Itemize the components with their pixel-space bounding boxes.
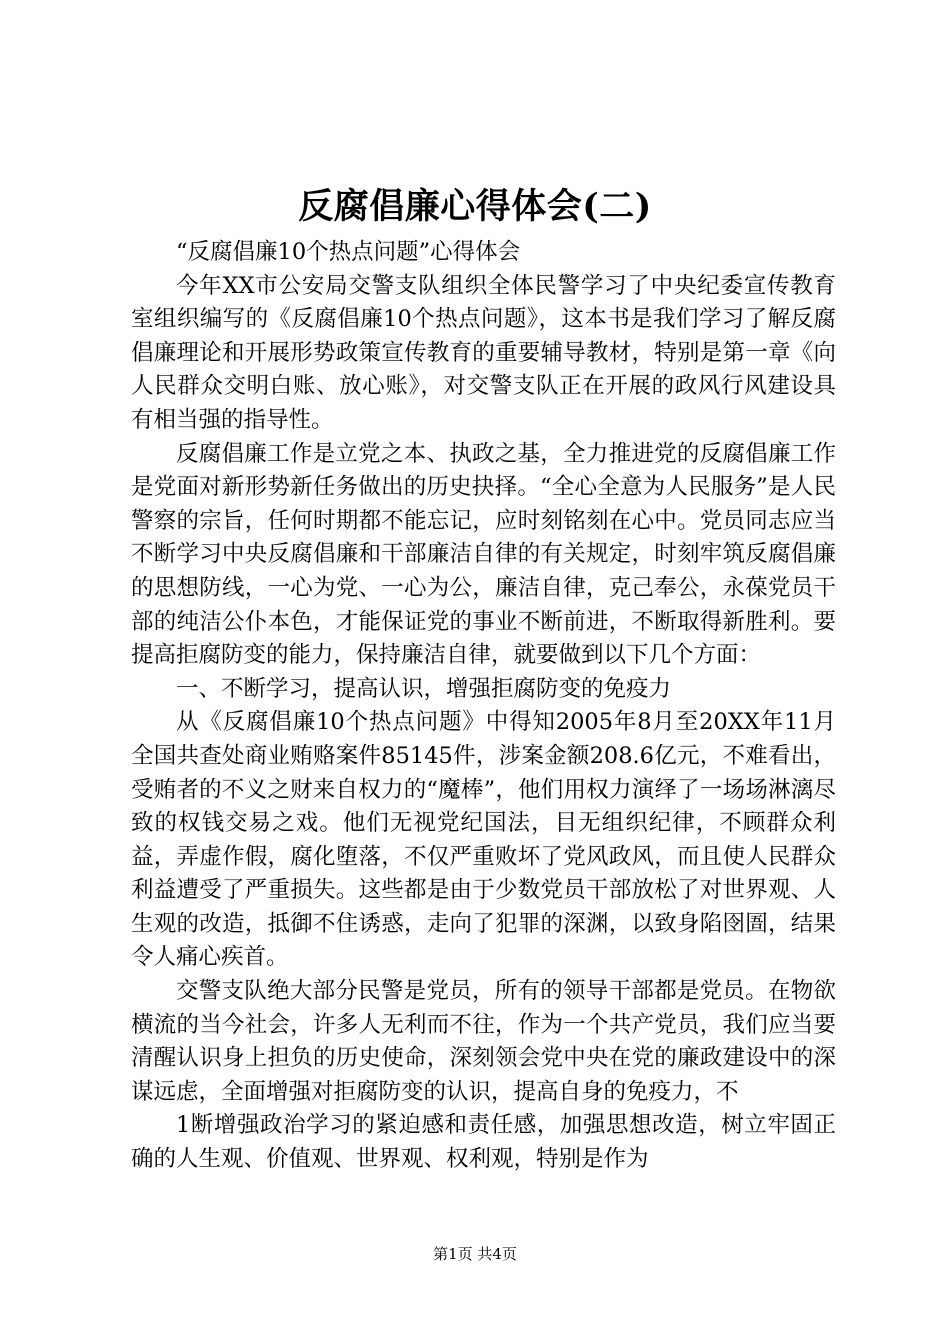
subtitle-paragraph: “反腐倡廉10个热点问题”心得体会 xyxy=(176,239,521,265)
section-heading: 一、不断学习，提高认识，增强拒腐防变的免疫力 xyxy=(176,675,672,702)
body-paragraph: 反腐倡廉工作是立党之本、执政之基，全力推进党的反腐倡廉工作是党面对新形势新任务做出的历史抉择。“全心全意为人民服务”是人民警察的宗旨，任何时期都不能忘记，应时刻铭刻在心中。党员同志应当不断学习中央反腐倡廉和干部廉洁自律的有关规定，时刻牢筑反腐倡廉的思想防线，一心为党、一心为公，廉洁自律，克己奉公，永葆党员干部的纯洁公仆本色，才能保证党的事业不断前进，不断取得新胜利。要提高拒腐防变的能力，保持廉洁自律，就要做到以下几个方面： xyxy=(131,440,836,669)
body-paragraph: 1断增强政治学习的紧迫感和责任感，加强思想改造，树立牢固正确的人生观、价值观、世界观、权利观，特别是作为 xyxy=(131,1112,836,1173)
document-body xyxy=(131,236,836,1177)
body-paragraph: 交警支队绝大部分民警是党员，所有的领导干部都是党员。在物欲横流的当今社会，许多人无利而不往，作为一个共产党员，我们应当要清醒认识身上担负的历史使命，深刻领会党中央在党的廉政建设中的深谋远虑，全面增强对拒腐防变的认识，提高自身的免疫力，不 xyxy=(131,978,836,1105)
body-paragraph: 从《反腐倡廉10个热点问题》中得知2005年8月至20XX年11月全国共查处商业贿赂案件85145件，涉案金额208.6亿元，不难看出，受贿者的不义之财来自权力的“魔棒”，他们用权力演绎了一场场淋漓尽致的权钱交易之戏。他们无视党纪国法，目无组织纪律，不顾群众利益，弄虚作假，腐化堕落，不仅严重败坏了党风政风，而且使人民群众利益遭受了严重损失。这些都是由于少数党员干部放松了对世界观、人生观的改造，抵御不住诱惑，走向了犯罪的深渊，以致身陷囹圄，结果令人痛心疾首。 xyxy=(131,709,836,971)
document-title: 反腐倡廉心得体会(二) xyxy=(298,186,652,227)
intro-paragraph: 今年XX市公安局交警支队组织全体民警学习了中央纪委宣传教育室组织编写的《反腐倡廉10个热点问题》，这本书是我们学习了解反腐倡廉理论和开展形势政策宣传教育的重要辅导教材，特别是第一章《向人民群众交明白账、放心账》，对交警支队正在开展的政风行风建设具有相当强的指导性。 xyxy=(131,272,836,433)
page-number-footer: 第1页 共4页 xyxy=(433,1245,517,1263)
